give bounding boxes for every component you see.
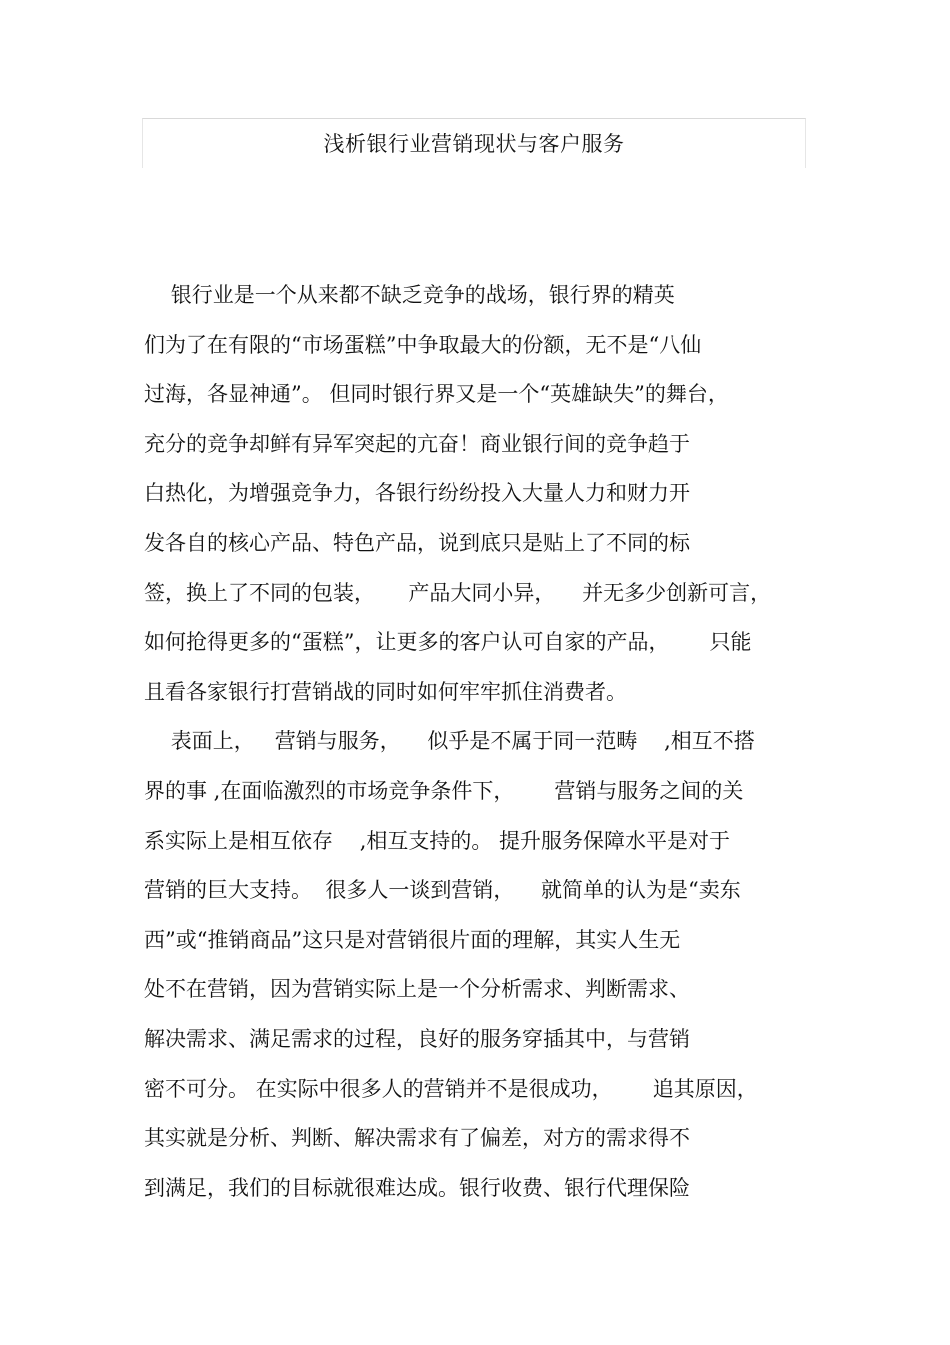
- body-line-6: 发各自的核心产品、特色产品，说到底只是贴上了不同的标: [144, 530, 690, 555]
- body-line-18: 其实就是分析、判断、解决需求有了偏差，对方的需求得不: [144, 1126, 690, 1151]
- body-line-2: 们为了在有限的“市场蛋糕”中争取最大的份额，无不是“八仙: [144, 332, 702, 357]
- body-line-15: 处不在营销，因为营销实际上是一个分析需求、判断需求、: [144, 977, 690, 1002]
- body-line-5: 白热化，为增强竞争力，各银行纷纷投入大量人力和财力开: [144, 481, 690, 506]
- body-line-1: 银行业是一个从来都不缺乏竞争的战场，银行界的精英: [144, 283, 675, 307]
- body-line-3: 过海，各显神通”。 但同时银行界又是一个“英雄缺失”的舞台，: [144, 382, 729, 407]
- body-line-16: 解决需求、满足需求的过程，良好的服务穿插其中，与营销: [144, 1026, 690, 1051]
- body-line-8: 如何抢得更多的“蛋糕”，让更多的客户认可自家的产品， 只能: [144, 630, 752, 655]
- document-title: 浅析银行业营销现状与客户服务: [323, 132, 625, 156]
- document-body: [144, 275, 824, 1217]
- body-line-17: 密不可分。 在实际中很多人的营销并不是很成功， 追其原因，: [144, 1076, 758, 1101]
- body-line-9: 且看各家银行打营销战的同时如何牢牢抓住消费者。: [144, 679, 627, 704]
- body-line-19: 到满足，我们的目标就很难达成。银行收费、银行代理保险: [144, 1175, 690, 1200]
- body-line-12: 系实际上是相互依存 ,相互支持的。 提升服务保障水平是对于: [144, 828, 731, 853]
- body-line-10: 表面上， 营销与服务， 似乎是不属于同一范畴 ,相互不搭: [144, 729, 755, 754]
- body-line-13: 营销的巨大支持。 很多人一谈到营销， 就简单的认为是“卖东: [144, 878, 741, 903]
- body-line-14: 西”或“推销商品”这只是对营销很片面的理解，其实人生无: [144, 927, 681, 952]
- body-line-7: 签，换上了不同的包装， 产品大同小异， 并无多少创新可言，: [144, 580, 772, 605]
- body-line-4: 充分的竞争却鲜有异军突起的亢奋！商业银行间的竞争趋于: [144, 431, 690, 456]
- body-line-11: 界的事 ,在面临激烈的市场竞争条件下， 营销与服务之间的关: [144, 778, 744, 803]
